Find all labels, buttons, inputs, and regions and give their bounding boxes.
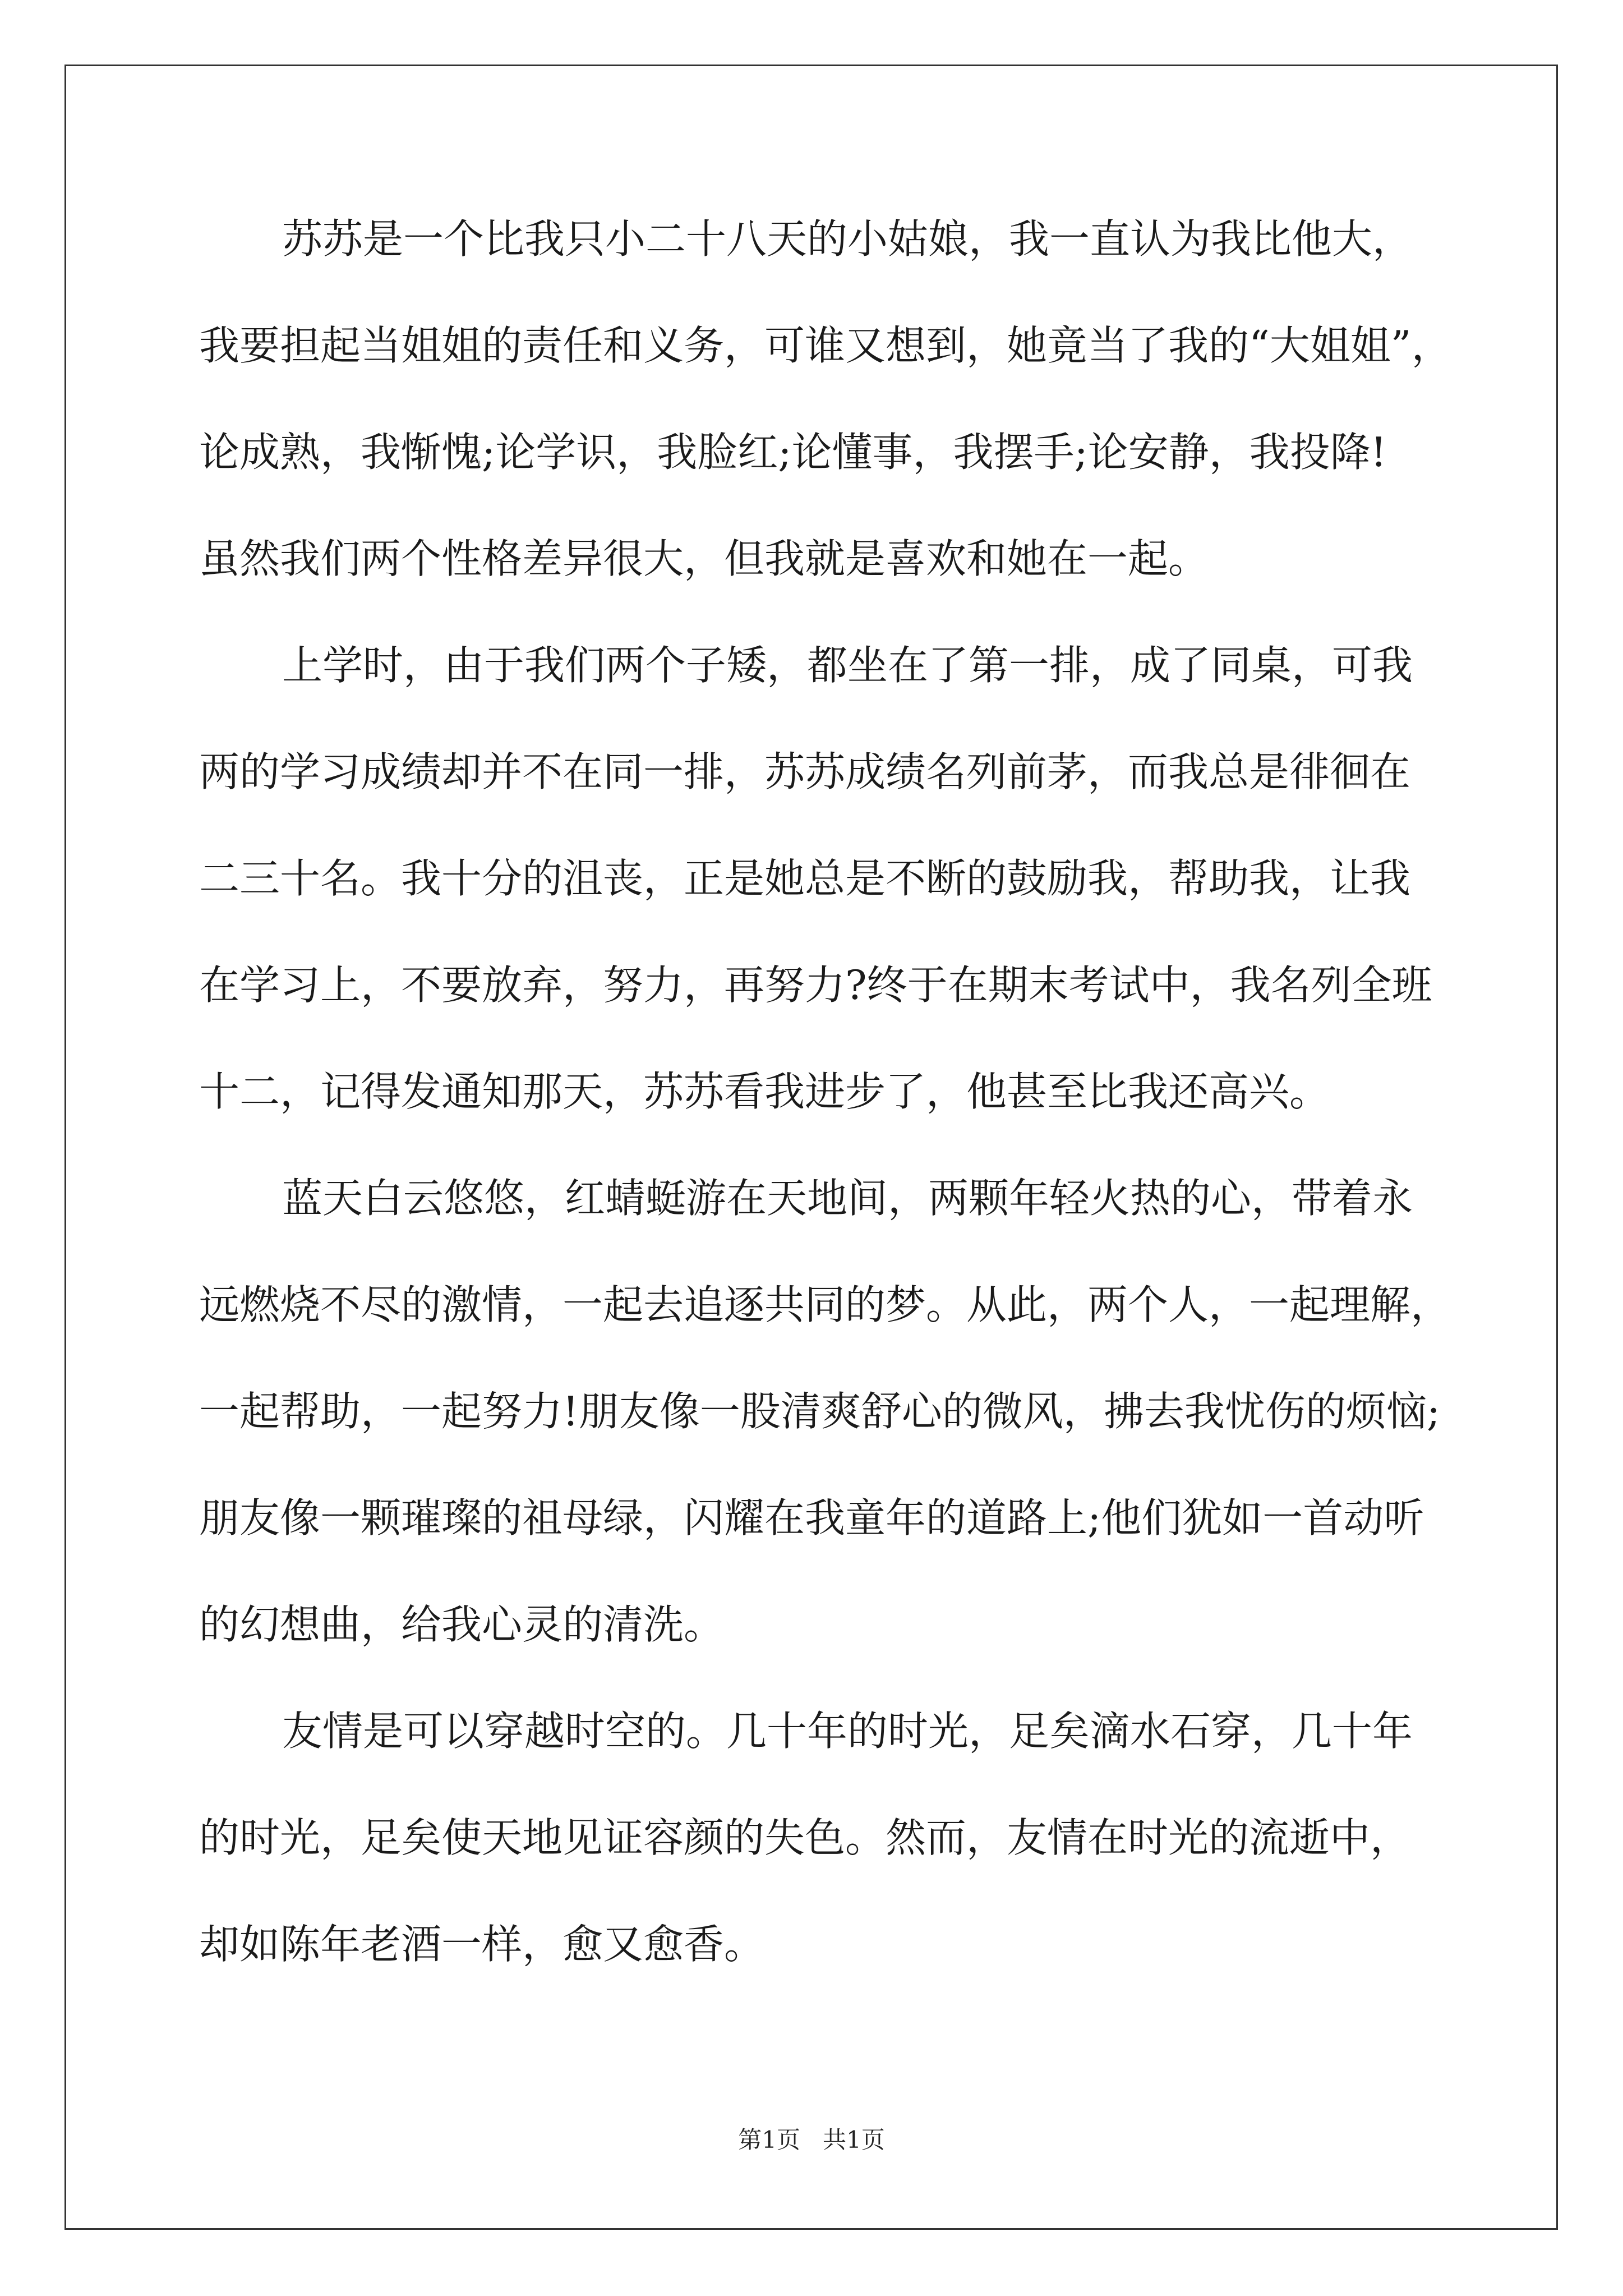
text-line: 两的学习成绩却并不在同一排，苏苏成绩名列前茅，而我总是徘徊在 xyxy=(199,748,1411,795)
text-line: 的幻想曲，给我心灵的清洗。 xyxy=(199,1601,725,1648)
page-number-footer: 第1页 共1页 xyxy=(738,2126,885,2154)
text-line: 虽然我们两个性格差异很大，但我就是喜欢和她在一起。 xyxy=(199,535,1209,582)
text-line: 友情是可以穿越时空的。几十年的时光，足矣滴水石穿，几十年 xyxy=(282,1708,1413,1755)
text-line: 蓝天白云悠悠，红蜻蜓游在天地间，两颗年轻火热的心，带着永 xyxy=(282,1175,1413,1222)
text-line: 远燃烧不尽的激情，一起去追逐共同的梦。从此，两个人，一起理解， xyxy=(199,1281,1451,1328)
text-line: 朋友像一颗璀璨的祖母绿，闪耀在我童年的道路上;他们犹如一首动听 xyxy=(199,1494,1424,1542)
text-line: 一起帮助，一起努力!朋友像一股清爽舒心的微风，拂去我忧伤的烦恼; xyxy=(199,1388,1441,1435)
text-line: 苏苏是一个比我只小二十八天的小姑娘，我一直认为我比他大， xyxy=(282,215,1413,263)
text-line: 我要担起当姐姐的责任和义务，可谁又想到，她竟当了我的“大姐姐”， xyxy=(199,322,1452,369)
text-line: 十二，记得发通知那天，苏苏看我进步了，他甚至比我还高兴。 xyxy=(199,1068,1330,1115)
text-line: 却如陈年老酒一样，愈又愈香。 xyxy=(199,1921,765,1968)
text-line: 上学时，由于我们两个子矮，都坐在了第一排，成了同桌，可我 xyxy=(282,642,1413,689)
text-line: 论成熟，我惭愧;论学识，我脸红;论懂事，我摆手;论安静，我投降! xyxy=(199,429,1387,476)
text-line: 在学习上，不要放弃，努力，再努力?终于在期末考试中，我名列全班 xyxy=(199,961,1432,1009)
document-body xyxy=(199,215,1472,2031)
text-line: 的时光，足矣使天地见证容颜的失色。然而，友情在时光的流逝中， xyxy=(199,1814,1411,1861)
text-line: 二三十名。我十分的沮丧，正是她总是不断的鼓励我，帮助我，让我 xyxy=(199,855,1411,902)
